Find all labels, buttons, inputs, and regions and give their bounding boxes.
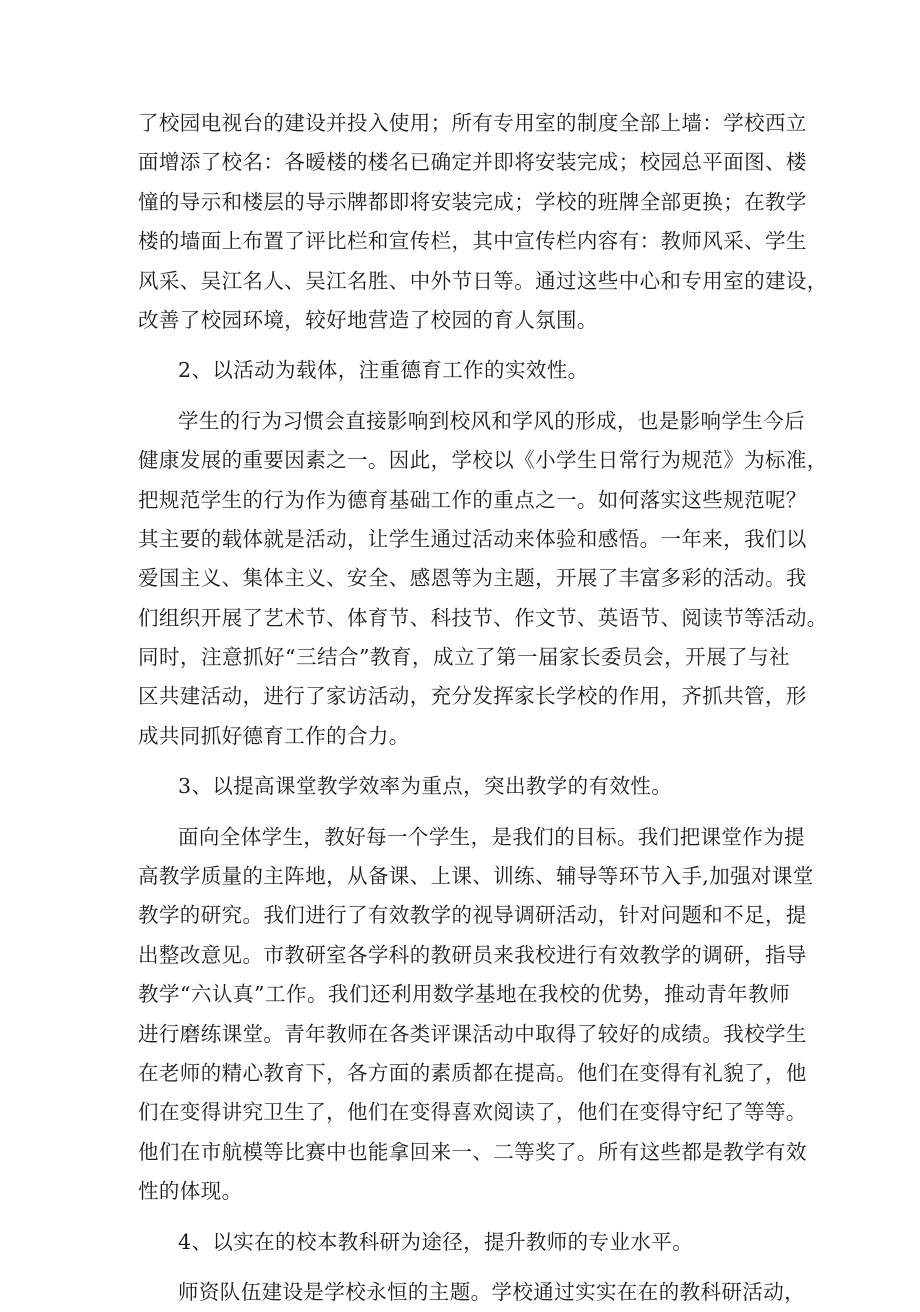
text-line: 教学“六认真”工作。我们还利用数学基地在我校的优势，推动青年教师 — [138, 982, 790, 1007]
text-line: 师资队伍建设是学校永恒的主题。学校通过实实在在的教科研活动， — [178, 1279, 805, 1304]
text-line: 成共同抓好德育工作的合力。 — [138, 723, 410, 748]
section-heading-4: 4、以实在的校本教科研为途径，提升教师的专业水平。 — [178, 1229, 694, 1254]
text-line: 他们在市航模等比赛中也能拿回来一、二等奖了。所有这些都是教学有效 — [138, 1139, 807, 1164]
text-line: 学生的行为习惯会直接影响到校风和学风的形成，也是影响学生今后 — [178, 408, 805, 433]
text-line: 风采、吴江名人、吴江名胜、中外节日等。通过这些中心和专用室的建设， — [138, 268, 828, 293]
text-line: 们在变得讲究卫生了，他们在变得喜欢阅读了，他们在变得守纪了等等。 — [138, 1100, 807, 1125]
text-line: 把规范学生的行为作为德育基础工作的重点之一。如何落实这些规范呢？ — [138, 487, 807, 512]
text-line: 楼的墙面上布置了评比栏和宣传栏，其中宣传栏内容有：教师风采、学生 — [138, 229, 807, 254]
section-heading-2: 2、以活动为载体，注重德育工作的实效性。 — [178, 358, 589, 383]
text-line: 了校园电视台的建设并投入使用；所有专用室的制度全部上墙：学校西立 — [138, 111, 807, 135]
text-line: 改善了校园环境，较好地营造了校园的育人氛围。 — [138, 307, 598, 332]
text-line: 性的体现。 — [138, 1179, 243, 1204]
text-line: 憧的导示和楼层的导示牌都即将安装完成；学校的班牌全部更换；在教学 — [138, 189, 807, 214]
text-line: 同时，注意抓好“三结合”教育，成立了第一届家长委员会，开展了与社 — [138, 645, 790, 670]
text-line: 们组织开展了艺术节、体育节、科技节、作文节、英语节、阅读节等活动。 — [138, 605, 828, 630]
text-line: 高教学质量的主阵地，从备课、上课、训练、辅导等环节入手,加强对课堂 — [138, 864, 814, 889]
text-line: 在老师的精心教育下，各方面的素质都在提高。他们在变得有礼貌了，他 — [138, 1060, 807, 1085]
section-heading-3: 3、以提高课堂教学效率为重点，突出教学的有效性。 — [178, 774, 673, 799]
text-line: 爱国主义、集体主义、安全、感恩等为主题，开展了丰富多彩的活动。我 — [138, 566, 807, 591]
text-line: 教学的研究。我们进行了有效教学的视导调研活动，针对问题和不足，提 — [138, 903, 807, 928]
text-line: 出整改意见。市教研室各学科的教研员来我校进行有效教学的调研，指导 — [138, 942, 807, 967]
text-line: 面增添了校名：各暧楼的楼名已确定并即将安装完成；校园总平面图、楼 — [138, 150, 807, 175]
text-line: 区共建活动，进行了家访活动，充分发挥家长学校的作用，齐抓共管，形 — [138, 684, 807, 709]
document-body — [138, 104, 828, 1312]
text-line: 其主要的载体就是活动，让学生通过活动来体验和感悟。一年来，我们以 — [138, 526, 807, 551]
text-line: 面向全体学生，教好每一个学生，是我们的目标。我们把课堂作为提 — [178, 824, 805, 849]
text-line: 进行磨练课堂。青年教师在各类评课活动中取得了较好的成绩。我校学生 — [138, 1021, 807, 1046]
text-line: 健康发展的重要因素之一。因此，学校以《小学生日常行为规范》为标准， — [138, 448, 828, 473]
